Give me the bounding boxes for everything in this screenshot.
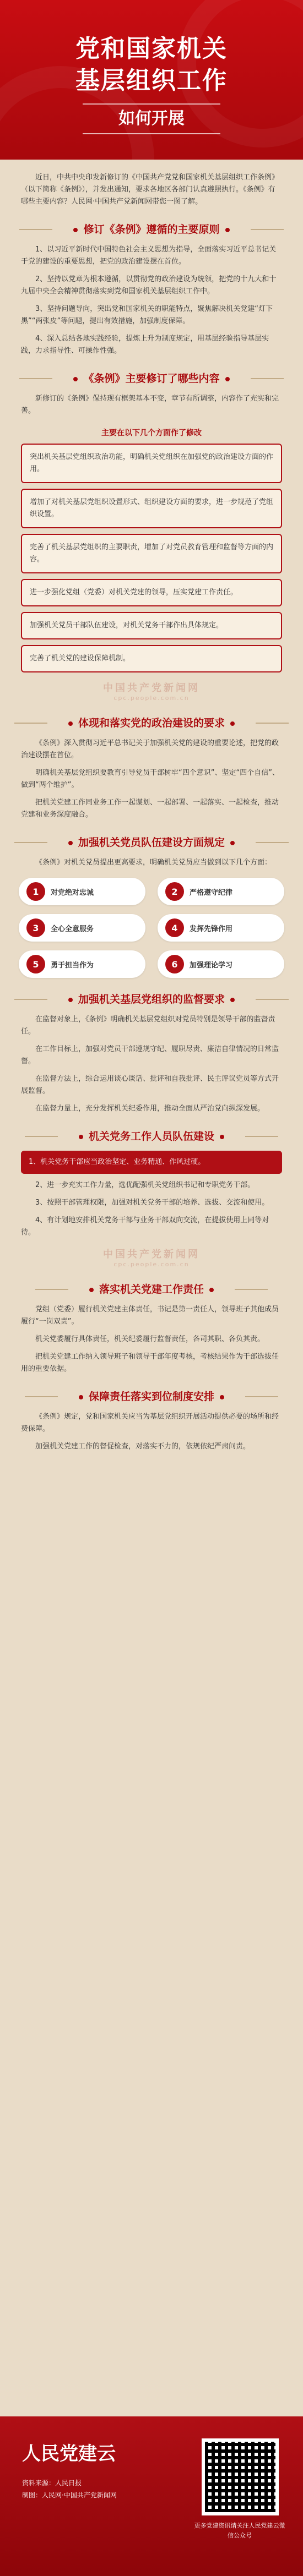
principle-item: 1、以习近平新时代中国特色社会主义思想为指导，全面落实习近平总书记关于党的建设的重要思想，把党的政治建设摆在首位。 xyxy=(21,245,277,266)
main-content xyxy=(0,160,303,1453)
section-2-subheading: 主要在以下几个方面作了修改 xyxy=(101,429,202,437)
bullet-dot-icon xyxy=(73,377,78,381)
requirement-label: 加强理论学习 xyxy=(190,961,233,970)
principle-item: 2、坚持以党章为根本遵循，以贯彻党的政治建设为统领，把党的十九大和十九届中央全会精神贯彻落实到党和国家机关基层组织工作中。 xyxy=(21,275,277,296)
section-6-heading xyxy=(19,1128,284,1143)
requirement-pill xyxy=(19,878,145,905)
staff-item: 3、按照干部管理权限，加强对机关党务干部的培养、选拔、交流和使用。 xyxy=(35,1199,269,1207)
requirement-label: 严格遵守纪律 xyxy=(190,888,233,897)
credit-design: 制图：人民网·中国共产党新闻网 xyxy=(22,2491,117,2499)
bullet-dot-icon xyxy=(209,1288,214,1292)
political-paragraph: 明确机关基层党组织要教育引导党员干部树牢“四个意识”、坚定“四个自信”、做到“两个维护”。 xyxy=(21,769,279,789)
section-7-heading xyxy=(19,1281,284,1296)
page-subtitle: 如何开展 xyxy=(83,103,220,134)
section-8-title: 保障责任落实到位制度安排 xyxy=(88,1391,214,1403)
credits xyxy=(22,2477,117,2501)
section-3-title: 体现和落实党的政治建设的要求 xyxy=(78,717,225,729)
responsibility-paragraph: 机关党委履行具体责任，机关纪委履行监督责任，各司其职、各负其责。 xyxy=(35,1335,265,1343)
section-2-heading xyxy=(19,370,284,385)
supervision-paragraph: 在监督力量上，充分发挥机关纪委作用，推动全面从严治党向纵深发展。 xyxy=(35,1104,265,1113)
qr-caption: 更多党建资讯请关注人民党建云微信公众号 xyxy=(194,2522,285,2539)
page-title xyxy=(0,33,303,97)
number-badge: 6 xyxy=(165,955,184,973)
responsibility-paragraph: 党组（党委）履行机关党建主体责任，书记是第一责任人，领导班子其他成员履行“一岗双责”。 xyxy=(21,1305,279,1326)
revision-card: 完善了机关党的建设保障机制。 xyxy=(21,645,282,672)
section-7-title: 落实机关党建工作责任 xyxy=(99,1283,204,1295)
number-badge: 5 xyxy=(26,955,45,973)
bullet-dot-icon xyxy=(225,228,230,232)
requirement-pill xyxy=(19,950,145,978)
political-paragraph: 把机关党建工作同业务工作一起谋划、一起部署、一起落实、一起检查，推动党建和业务深度融合。 xyxy=(21,798,279,819)
guarantee-paragraph: 加强机关党建工作的督促检查，对落实不力的，依规依纪严肃问责。 xyxy=(35,1442,251,1451)
requirement-label: 全心全意服务 xyxy=(51,925,94,933)
section-4-title: 加强机关党员队伍建设方面规定 xyxy=(78,836,225,849)
section-4-intro: 《条例》对机关党员提出更高要求，明确机关党员应当做到以下几个方面： xyxy=(35,858,272,867)
section-3-heading xyxy=(19,715,284,730)
number-badge: 1 xyxy=(26,882,45,901)
section-1-heading xyxy=(19,221,284,236)
footer xyxy=(0,2416,303,2576)
bullet-dot-icon xyxy=(220,1135,224,1139)
section-5-title: 加强机关基层党组织的监督要求 xyxy=(78,993,225,1005)
section-6-title: 机关党务工作人员队伍建设 xyxy=(88,1130,214,1142)
requirement-pill xyxy=(158,950,284,978)
revision-card: 进一步强化党组（党委）对机关党建的领导，压实党建工作责任。 xyxy=(21,579,282,606)
section-5-heading xyxy=(19,991,284,1006)
section-8-heading xyxy=(19,1388,284,1403)
bullet-dot-icon xyxy=(89,1288,94,1292)
number-badge: 3 xyxy=(26,918,45,937)
guarantee-paragraph: 《条例》规定，党和国家机关应当为基层党组织开展活动提供必要的场所和经费保障。 xyxy=(21,1413,279,1433)
number-badge: 4 xyxy=(165,918,184,937)
revision-card: 加强机关党员干部队伍建设，对机关党务干部作出具体规定。 xyxy=(21,612,282,639)
bullet-dot-icon xyxy=(68,998,73,1002)
requirement-pill xyxy=(158,878,284,905)
staff-item: 1、机关党务干部应当政治坚定、业务精通、作风过硬。 xyxy=(21,1151,282,1174)
qr-code-icon[interactable] xyxy=(202,2438,279,2515)
supervision-paragraph: 在监督方法上，综合运用谈心谈话、批评和自我批评、民主评议党员等方式开展监督。 xyxy=(21,1075,279,1095)
watermark: 中国共产党新闻网 cpc.people.com.cn xyxy=(103,682,200,702)
bullet-dot-icon xyxy=(68,721,73,726)
header-banner xyxy=(0,0,303,160)
principle-item: 3、坚持问题导向，突出党和国家机关的职能特点，聚焦解决机关党建“灯下黑”“两张皮”等问题，提出有效措施，加强制度保障。 xyxy=(21,305,273,325)
requirement-pill xyxy=(158,914,284,942)
bullet-dot-icon xyxy=(225,377,230,381)
supervision-paragraph: 在工作目标上，加强对党员干部遵规守纪、履职尽责、廉洁自律情况的日常监督。 xyxy=(21,1045,279,1065)
section-1-title: 修订《条例》遵循的主要原则 xyxy=(83,223,220,236)
number-badge: 2 xyxy=(165,882,184,901)
intro-paragraph: 近日，中共中央印发新修订的《中国共产党党和国家机关基层组织工作条例》（以下简称《条例》），并发出通知，要求各地区各部门认真遵照执行。《条例》有哪些主要内容？人民网·中国共产党新闻网带您一图了解。 xyxy=(21,173,279,206)
requirement-label: 发挥先锋作用 xyxy=(190,925,233,933)
title-line-1: 党和国家机关 xyxy=(75,35,228,63)
requirement-pill xyxy=(19,914,145,942)
bullet-dot-icon xyxy=(73,228,78,232)
section-2-title: 《条例》主要修订了哪些内容 xyxy=(83,373,220,385)
political-paragraph: 《条例》深入贯彻习近平总书记关于加强机关党的建设的重要论述，把党的政治建设摆在首位。 xyxy=(21,739,279,759)
revision-card: 增加了对机关基层党组织设置形式、组织建设方面的要求，进一步规范了党组织设置。 xyxy=(21,489,282,528)
bullet-dot-icon xyxy=(230,998,235,1002)
requirement-label: 勇于担当作为 xyxy=(51,961,94,970)
supervision-paragraph: 在监督对象上，《条例》明确机关基层党组织对党员特别是领导干部的监督责任。 xyxy=(21,1015,275,1036)
staff-item: 2、进一步充实工作力量，选优配强机关党组织书记和专职党务干部。 xyxy=(35,1181,255,1189)
revision-card: 突出机关基层党组织政治功能，明确机关党组织在加强党的政治建设方面的作用。 xyxy=(21,444,282,483)
principle-item: 4、深入总结各地实践经验，提炼上升为制度规定，用基层经验指导基层实践，力求指导性、可操作性强。 xyxy=(21,335,269,355)
requirement-label: 对党绝对忠诚 xyxy=(51,888,94,897)
title-line-2: 基层组织工作 xyxy=(75,67,228,95)
section-4-heading xyxy=(19,834,284,849)
section-2-intro: 新修订的《条例》保持现有框架基本不变，章节有所调整，内容作了充实和完善。 xyxy=(21,395,279,415)
bullet-dot-icon xyxy=(79,1135,83,1139)
credit-source: 资料来源：人民日报 xyxy=(22,2479,82,2487)
bullet-dot-icon xyxy=(220,1395,224,1399)
requirement-grid xyxy=(19,878,284,978)
brand-logo: 人民党建云 xyxy=(22,2443,116,2465)
bullet-dot-icon xyxy=(79,1395,83,1399)
bullet-dot-icon xyxy=(230,721,235,726)
responsibility-paragraph: 把机关党建工作纳入领导班子和领导干部年度考核，考核结果作为干部选拔任用的重要依据。 xyxy=(21,1353,279,1373)
bullet-dot-icon xyxy=(230,841,235,845)
revision-card: 完善了机关基层党组织的主要职责，增加了对党员教育管理和监督等方面的内容。 xyxy=(21,534,282,573)
staff-item: 4、有计划地安排机关党务干部与业务干部双向交流，在提拔使用上同等对待。 xyxy=(21,1216,269,1237)
watermark: 中国共产党新闻网 cpc.people.com.cn xyxy=(103,1249,200,1268)
bullet-dot-icon xyxy=(68,841,73,845)
